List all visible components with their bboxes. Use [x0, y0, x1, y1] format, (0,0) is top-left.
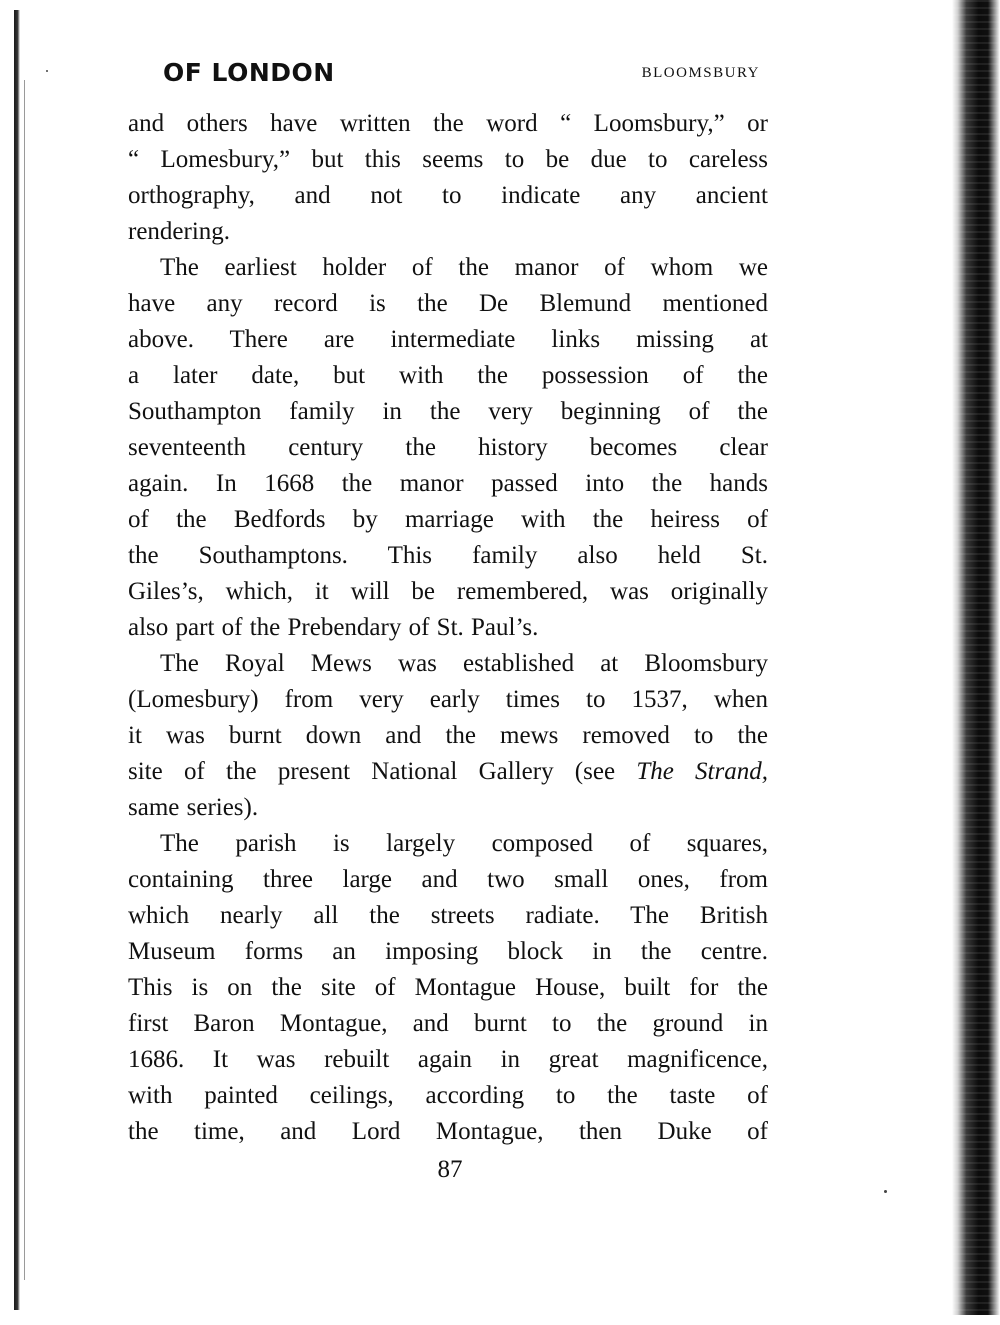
text-line: (Lomesbury) from very early times to 1537, when	[128, 686, 768, 713]
paragraph-4	[128, 826, 768, 1150]
text-line: seventeenth century the history becomes clear	[128, 434, 768, 461]
text-line: same series).	[128, 794, 259, 821]
page-number: 87	[437, 1156, 463, 1183]
paragraph-1	[128, 106, 768, 250]
text-line: the time, and Lord Montague, then Duke of	[128, 1118, 768, 1145]
text-line: Museum forms an imposing block in the centre.	[128, 938, 768, 965]
page-binding-edge-right	[952, 0, 1000, 1315]
text-line: Giles’s, which, it will be remembered, was originally	[128, 578, 768, 605]
text-line: above. There are intermediate links missing at	[128, 326, 768, 353]
text-line: The Royal Mews was established at Bloomsbury	[160, 650, 768, 677]
text-line: The earliest holder of the manor of whom we	[160, 254, 768, 281]
text-line: rendering.	[128, 218, 231, 245]
text-line: with painted ceilings, according to the taste of	[128, 1082, 768, 1109]
text-line: it was burnt down and the mews removed to the	[128, 722, 768, 749]
text-line	[128, 754, 768, 790]
page-shadow-line-left	[24, 80, 25, 1280]
page-binding-edge-left	[14, 10, 20, 1310]
text-line: of the Bedfords by marriage with the heiress of	[128, 506, 768, 533]
paragraph-3	[128, 646, 768, 826]
text-line: which nearly all the streets radiate. The British	[128, 902, 768, 929]
text-line: the Southamptons. This family also held St.	[128, 542, 768, 569]
header-section-title: BLOOMSBURY	[641, 65, 760, 81]
text-line: first Baron Montague, and burnt to the ground in	[128, 1010, 768, 1037]
text-line: “ Lomesbury,” but this seems to be due to careless	[128, 146, 768, 173]
book-title-italic: The Strand,	[636, 758, 768, 785]
text-line: orthography, and not to indicate any ancient	[128, 182, 768, 209]
text-line: Southampton family in the very beginning of the	[128, 398, 768, 425]
text-line: The parish is largely composed of squares,	[160, 830, 768, 857]
text-line: This is on the site of Montague House, built for the	[128, 974, 768, 1001]
print-speck	[884, 1190, 887, 1193]
text-line-roman: site of the present National Gallery (see	[128, 758, 637, 785]
body-text	[128, 106, 768, 1150]
text-line: and others have written the word “ Loomsbury,” or	[128, 110, 768, 137]
header-book-title: OF LONDON	[163, 58, 335, 87]
paragraph-2	[128, 250, 768, 646]
print-speck	[46, 70, 48, 72]
text-line: containing three large and two small ones, from	[128, 866, 768, 893]
text-line: a later date, but with the possession of the	[128, 362, 768, 389]
text-line: again. In 1668 the manor passed into the hands	[128, 470, 768, 497]
running-header	[163, 56, 760, 90]
text-line: have any record is the De Blemund mentioned	[128, 290, 768, 317]
text-line: also part of the Prebendary of St. Paul’s.	[128, 614, 539, 641]
text-line: 1686. It was rebuilt again in great magnificence,	[128, 1046, 768, 1073]
